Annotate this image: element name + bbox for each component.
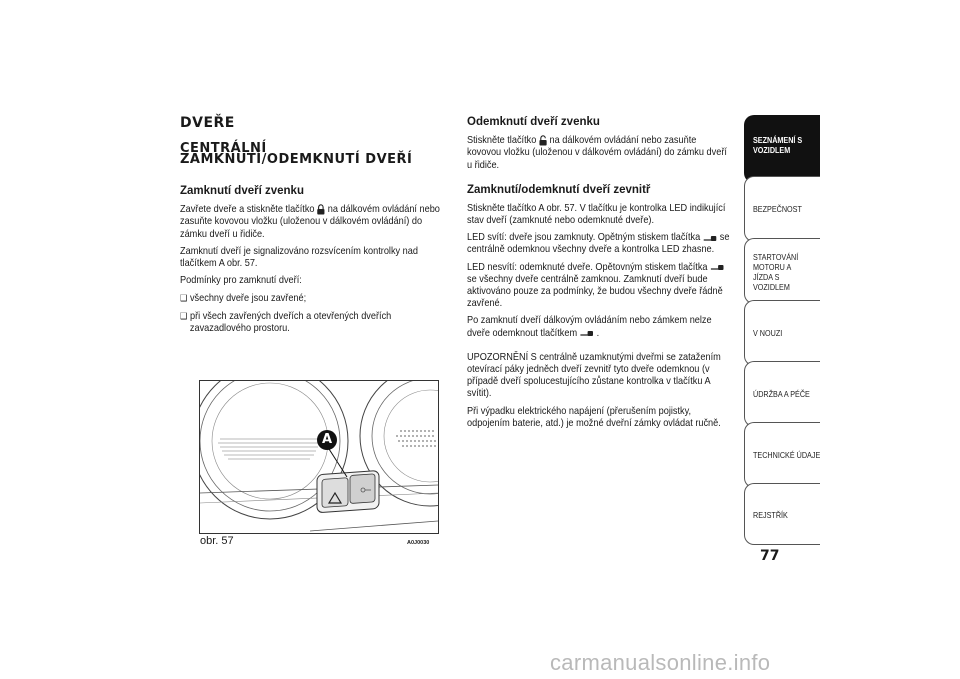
tab-label: STARTOVÁNÍ MOTORU A JÍZDA S VOZIDLEM bbox=[753, 253, 799, 292]
left-column bbox=[180, 116, 450, 335]
paragraph-text: Stiskněte tlačítko bbox=[467, 135, 537, 147]
callout-a: A bbox=[317, 430, 337, 450]
figure-illustration bbox=[200, 381, 438, 533]
right-column bbox=[467, 116, 737, 430]
watermark: carmanualsonline.info bbox=[550, 650, 771, 675]
page-title: DVEŘE bbox=[180, 115, 235, 131]
tab-udrzba[interactable] bbox=[744, 361, 820, 427]
paragraph-text: se centrálně odemknou všechny dveře a kontrolka LED zhasne. bbox=[467, 232, 730, 256]
paragraph-unlock-outside bbox=[467, 135, 729, 172]
key-lock-icon bbox=[580, 329, 594, 337]
paragraph-text: na dálkovém ovládání nebo zasuňte kovovou vložku (uloženou v dálkovém ovládání) do zámku dveří u řidiče. bbox=[467, 135, 727, 171]
tab-v-nouzi[interactable] bbox=[744, 300, 820, 366]
figure-code: A0J0030 bbox=[407, 540, 430, 546]
key-lock-icon bbox=[710, 263, 724, 271]
subheading-lock-outside: Zamknutí dveří zvenku bbox=[180, 185, 304, 197]
paragraph-text: se všechny dveře centrálně zamknou. Zamknutí dveří bude aktivováno pouze za podmínky, že budou všechny dveře řádně zavřené. bbox=[467, 273, 723, 310]
padlock-open-icon bbox=[539, 135, 547, 146]
paragraph-text: Zavřete dveře a stiskněte tlačítko bbox=[180, 204, 315, 216]
tab-rejstrik[interactable] bbox=[744, 483, 820, 545]
paragraph-lock-outside bbox=[180, 204, 442, 241]
key-lock-icon bbox=[703, 234, 717, 242]
tab-label: REJSTŘÍK bbox=[753, 511, 788, 520]
paragraph-text: na dálkovém ovládání nebo zasuňte kovovou vložku (uloženou v dálkovém ovládání) do zámku dveří u řidiče. bbox=[180, 204, 440, 240]
paragraph-conditions: Podmínky pro zamknutí dveří: bbox=[180, 275, 302, 287]
paragraph-button-a: Stiskněte tlačítko A obr. 57. V tlačítku je kontrolka LED indikující stav dveří (zamknuté nebo odemknuté dveře). bbox=[467, 202, 726, 226]
subheading-unlock-outside: Odemknutí dveří zvenku bbox=[467, 116, 600, 128]
paragraph-text: LED svítí: dveře jsou zamknuty. Opětným stiskem tlačítka bbox=[467, 232, 701, 244]
paragraph-remote-lock bbox=[467, 315, 729, 339]
paragraph-text: . bbox=[596, 327, 600, 339]
tab-seznameni[interactable] bbox=[744, 115, 820, 183]
bullet-item: ❑ všechny dveře jsou zavřené; bbox=[180, 292, 442, 305]
bullet-item: ❑ při všech zavřených dveřích a otevřených dveřích zavazadlového prostoru. bbox=[180, 310, 452, 335]
paragraph-text: LED nesvítí: odemknuté dveře. Opětovným stiskem tlačítka bbox=[467, 261, 708, 273]
tab-label: V NOUZI bbox=[753, 329, 783, 338]
tab-label: BEZPEČNOST bbox=[753, 205, 802, 214]
paragraph-led-on bbox=[467, 232, 729, 256]
tab-label: ÚDRŽBA A PÉČE bbox=[753, 390, 810, 399]
subheading-lock-inside: Zamknutí/odemknutí dveří zevnitř bbox=[467, 183, 651, 196]
paragraph-led-off bbox=[467, 262, 729, 311]
tab-label: TECHNICKÉ ÚDAJE bbox=[753, 451, 821, 460]
tab-startovani[interactable] bbox=[744, 238, 820, 304]
section-title: CENTRÁLNÍ ZAMKNUTÍ/ODEMKNUTÍ DVEŘÍ bbox=[180, 141, 413, 167]
tab-label: SEZNÁMENÍ S VOZIDLEM bbox=[753, 136, 803, 155]
tab-bezpecnost[interactable] bbox=[744, 176, 820, 242]
paragraph-signal: Zamknutí dveří je signalizováno rozsvícením kontrolky nad tlačítkem A obr. 57. bbox=[180, 245, 418, 269]
tab-technicke-udaje[interactable] bbox=[744, 422, 820, 488]
paragraph-power-failure: Při výpadku elektrického napájení (přerušením pojistky, odpojením baterie, atd.) je možné dveřní zámky ovládat ručně. bbox=[467, 405, 721, 429]
paragraph-text: Po zamknutí dveří dálkovým ovládáním nebo zámkem nelze dveře odemknout tlačítkem bbox=[467, 315, 712, 339]
figure-caption: obr. 57 bbox=[200, 535, 234, 547]
warning-paragraph: UPOZORNĚNÍ S centrálně uzamknutými dveřmi se zatažením otevírací páky jedněch dveří zevnitř tyto dveře odemknou (v případě dveří spolucestujícího zůstane kontrolka v tlačítku A svítit). bbox=[467, 351, 721, 400]
figure-57 bbox=[199, 380, 439, 534]
padlock-icon bbox=[317, 204, 325, 215]
page-number: 77 bbox=[760, 548, 780, 564]
